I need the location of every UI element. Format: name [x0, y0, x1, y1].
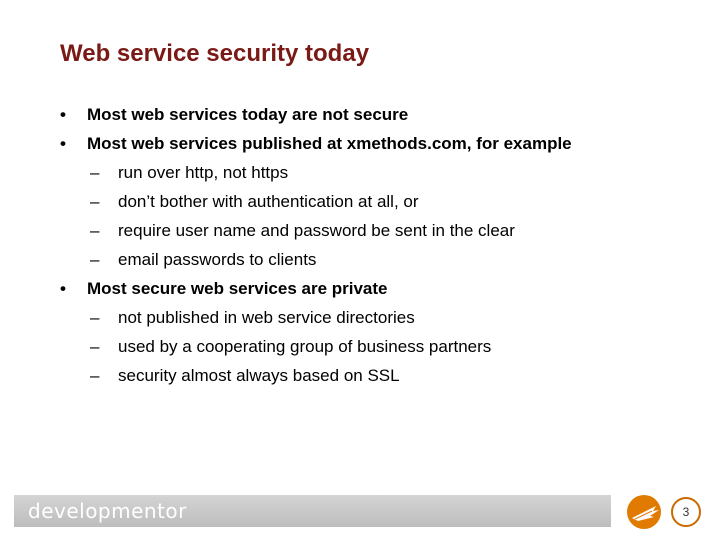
brand-name: developmentor [28, 499, 187, 523]
bullet-text: Most secure web services are private [87, 279, 388, 298]
page-number-badge [671, 497, 701, 527]
sub-bullet-marker: – [90, 308, 100, 327]
bullet-text: Most web services published at xmethods.com, for example [87, 134, 572, 153]
bullet-text: Most web services today are not secure [87, 105, 409, 124]
sub-bullet-text: don’t bother with authentication at all, or [118, 192, 419, 211]
sub-bullet-text: used by a cooperating group of business partners [118, 337, 492, 356]
sub-bullet-marker: – [90, 250, 100, 269]
sub-bullet-marker: – [90, 192, 100, 211]
bullet-marker: • [60, 134, 66, 153]
sub-bullet-marker: – [90, 337, 100, 356]
sub-bullet-text: not published in web service directories [118, 308, 415, 327]
sub-bullet-text: run over http, not https [118, 163, 289, 182]
bullet-marker: • [60, 105, 66, 124]
footer-bar [14, 495, 611, 527]
sub-bullet-marker: – [90, 163, 100, 182]
page-number: 3 [682, 505, 690, 519]
quill-pen-icon [626, 494, 662, 530]
slide-title: Web service security today [60, 40, 370, 67]
bullet-marker: • [60, 279, 66, 298]
sub-bullet-marker: – [90, 221, 100, 240]
sub-bullet-marker: – [90, 366, 100, 385]
sub-bullet-text: security almost always based on SSL [118, 366, 400, 385]
sub-bullet-text: require user name and password be sent in the clear [118, 221, 515, 240]
sub-bullet-text: email passwords to clients [118, 250, 317, 269]
